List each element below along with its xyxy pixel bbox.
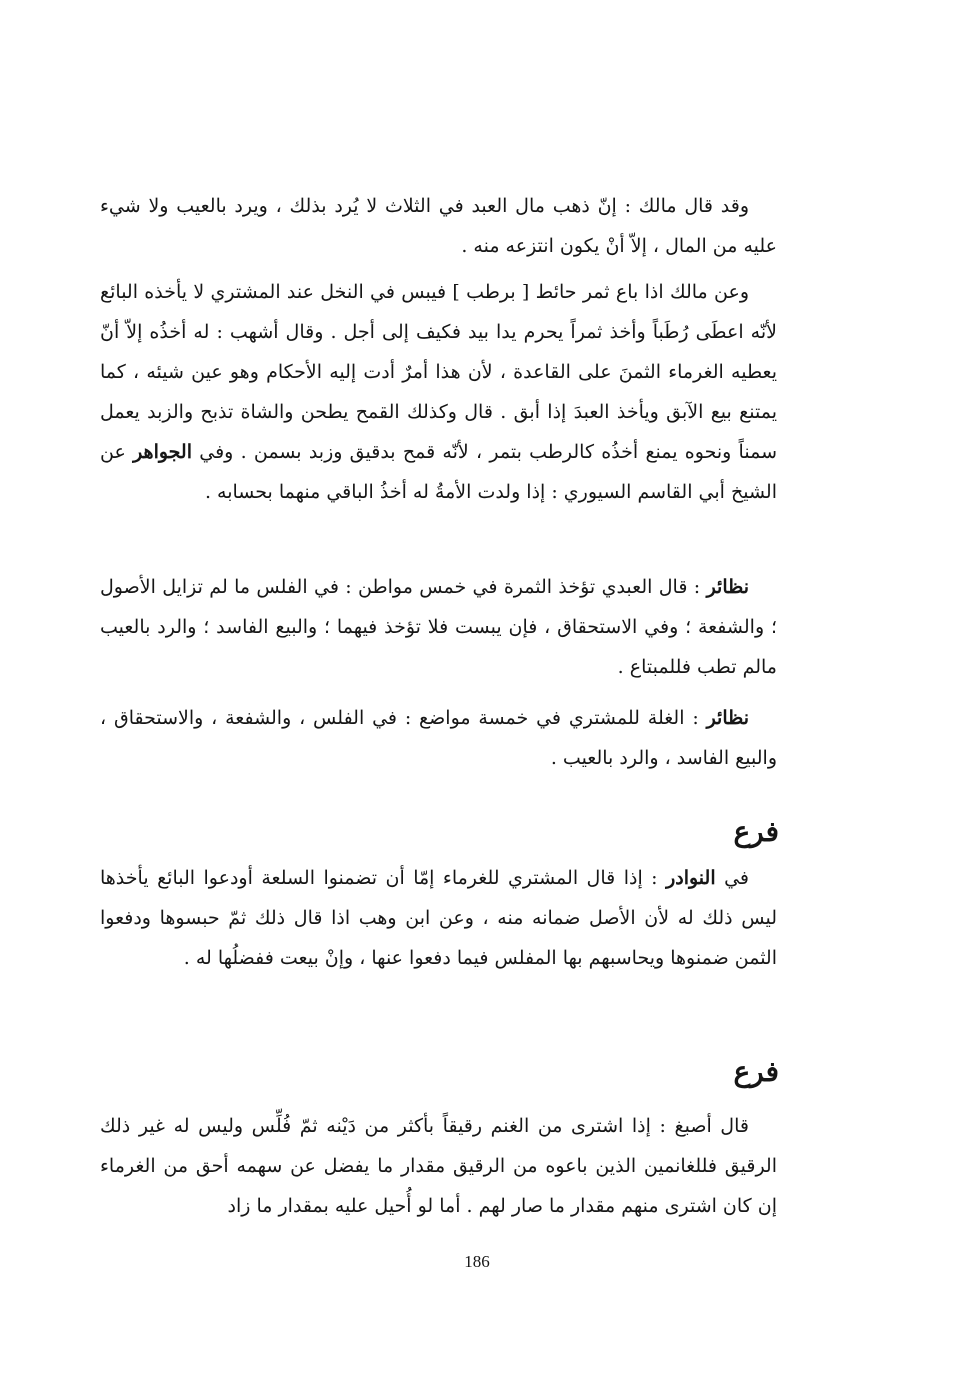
paragraph <box>100 272 777 512</box>
bold-term: الجواهر <box>133 441 192 463</box>
bold-term: نظائر <box>706 707 749 729</box>
paragraph <box>100 567 777 687</box>
paragraph: وقد قال مالك : إنّ ذهب مال العبد في الثلاث لا يُرد بذلك ، ويرد بالعيب ولا شيء عليه من المال ، إلاّ أنْ يكون انتزعه منه . <box>100 195 777 257</box>
paragraph-text: : الغلة للمشتري في خمسة مواضع : في الفلس ، والشفعة ، والاستحقاق ، والبيع الفاسد ، والرد بالعيب . <box>100 707 777 769</box>
section-heading: فرع <box>733 815 779 848</box>
paragraph-text: عن الشيخ أبي القاسم السيوري : إذا ولدت الأمةُ له أخذُ الباقي منهما بحسابه . <box>100 441 777 503</box>
paragraph-block-5 <box>100 858 777 978</box>
paragraph-text: في <box>724 867 749 889</box>
paragraph-block-3 <box>100 567 777 687</box>
paragraph-text: وعن مالك اذا باع ثمر حائط [ برطب ] فيبس في النخل عند المشتري لا يأخذه البائع لأنّه اعطَى رُطَباً وأخذ ثمراً يحرم يدا بيد فكيف إلى أجل . وقال أشهب : له أخذُه إلاّ أنّ يعطيه الغرماء الثمنَ على القاعدة ، لأن هذا أمرٌ أدت إليه الأحكام وهو عين شيئه ، كما يمتنع بيع الآبق ويأخذ العبدَ إذا أبق . قال وكذلك القمح يطحن والشاة تذبح والزبد يعمل سمناً ونحوه يمنع أخذُه كالرطب بتمر ، لأنّه قمح بدقيق وزبد بسمن . وفي <box>100 281 777 463</box>
section-heading: فرع <box>733 1055 779 1088</box>
paragraph: قال أصبغ : إذا اشترى من الغنم رقيقاً بأكثر من دَيْنه ثمّ فُلِّس وليس له غير ذلك الرقيق فللغانمين الذين باعوه من الرقيق مقدار ما يفضل عن سهمه أحق من الغرماء إن كان اشترى منهم مقدار ما صار لهم . أما لو أُحيل عليه بمقدار ما زاد <box>100 1115 777 1217</box>
paragraph-text: : قال العبدي تؤخذ الثمرة في خمس مواطن : في الفلس ما لم تزايل الأصول ؛ والشفعة ؛ وفي الاستحقاق ، فإن يبست فلا تؤخذ فيهما ؛ والبيع الفاسد ؛ والرد بالعيب مالم تطب فللمبتاع . <box>100 576 777 678</box>
paragraph-text: : إذا قال المشتري للغرماء إمّا أن تضمنوا السلعة أودعوا البائع يأخذها ليس ذلك له لأن الأصل ضمانه منه ، وعن ابن وهب اذا قال ذلك ثمّ حبسوها ودفعوا الثمن ضمنوها ويحاسبهم بها المفلس فيما دفعوا عنها ، وإنْ بيعت ففضلُها له . <box>100 867 777 969</box>
paragraph-block-2 <box>100 272 777 512</box>
bold-term: النوادر <box>666 867 716 889</box>
paragraph <box>100 698 777 778</box>
paragraph-block-6 <box>100 1106 777 1226</box>
page-number: 186 <box>464 1252 490 1271</box>
bold-term: نظائر <box>706 576 749 598</box>
paragraph-block-4 <box>100 698 777 778</box>
paragraph <box>100 858 777 978</box>
paragraph-block-1 <box>100 186 777 266</box>
